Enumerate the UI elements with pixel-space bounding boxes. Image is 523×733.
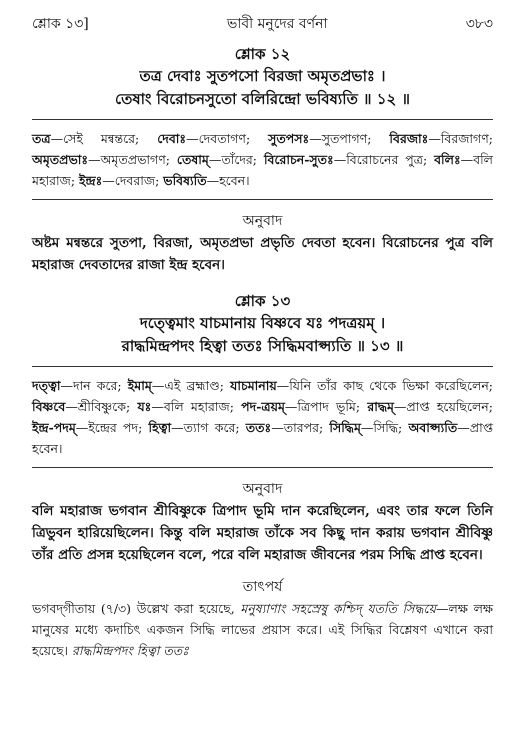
synonym-dash: — xyxy=(457,420,470,435)
synonym-meaning: তারপর; xyxy=(283,420,324,435)
synonym-meaning: ত্রিপাদ ভূমি; xyxy=(297,399,361,414)
synonym-word: তত্র xyxy=(32,131,51,146)
synonym-meaning: বিরোচনের পুত্র; xyxy=(346,152,428,167)
synonym-meaning: ইন্দ্রের পদ; xyxy=(88,420,143,435)
verse-13-synonyms xyxy=(32,375,493,459)
synonym-meaning: দেবতাগণ; xyxy=(198,131,251,146)
synonym-word: দত্ত্বা xyxy=(32,378,61,393)
synonym-word: দেবাঃ xyxy=(157,131,187,146)
divider xyxy=(32,199,493,200)
purport-text xyxy=(32,598,493,661)
verse-13-line-2: রাদ্ধমিন্দ্রপদং হিত্বা ততঃ সিদ্ধিমবাপ্স্যতি ॥ ১৩ ॥ xyxy=(121,337,404,355)
synonym-meaning: সিদ্ধি; xyxy=(373,420,403,435)
synonym-dash: — xyxy=(271,420,284,435)
header-chapter-title: ভাবী মনুদের বর্ণনা xyxy=(226,16,328,32)
synonym-word: যাচমানায় xyxy=(230,378,277,393)
synonym-dash: — xyxy=(284,399,298,414)
synonym-word: বিষ্ণবে xyxy=(32,399,66,414)
synonym-word: যঃ xyxy=(137,399,152,414)
synonym-dash: — xyxy=(460,152,474,167)
synonym-dash: — xyxy=(151,399,164,414)
verse-12-synonyms xyxy=(32,128,493,191)
synonym-word: বিরোচন-সুতঃ xyxy=(263,152,334,167)
synonym-dash: — xyxy=(208,152,222,167)
verse-12-line-1: তত্র দেবাঃ সুতপসো বিরজা অমৃতপ্রভাঃ । xyxy=(139,67,386,85)
synonym-word: তেষাম্ xyxy=(176,152,209,167)
synonym-dash: — xyxy=(50,131,64,146)
synonym-dash: — xyxy=(309,131,322,146)
synonym-dash: — xyxy=(276,378,290,393)
synonym-meaning: প্রাপ্ত হবেন। xyxy=(32,420,493,456)
synonym-dash: — xyxy=(75,420,89,435)
header-verse-ref: শ্লোক ১৩] xyxy=(32,16,89,32)
synonym-word: সিদ্ধিম্ xyxy=(329,420,361,435)
synonym-word: বলিঃ xyxy=(434,152,461,167)
verse-12-translation-heading: অনুবাদ xyxy=(242,213,283,229)
running-header xyxy=(32,12,493,34)
synonym-meaning: এই ব্রহ্মাণ্ড; xyxy=(164,378,224,393)
synonym-word: ইন্দ্র-পদম্ xyxy=(32,420,76,435)
synonym-dash: — xyxy=(428,131,441,146)
synonym-dash: — xyxy=(102,173,115,188)
synonym-dash: — xyxy=(360,420,374,435)
synonym-dash: — xyxy=(186,131,199,146)
verse-12-line-2: তেষাং বিরোচনসুতো বলিরিন্দ্রো ভবিষ্যতি ॥ ১২ ॥ xyxy=(115,90,410,108)
divider xyxy=(32,366,493,367)
synonym-dash: — xyxy=(171,420,184,435)
synonym-word: ভবিষ্যতি xyxy=(163,173,207,188)
synonym-dash: — xyxy=(60,378,73,393)
synonym-meaning: হবেন। xyxy=(219,173,250,188)
purport-quote-2: রাদ্ধমিন্দ্রপদং হিত্বা ততঃ xyxy=(72,643,189,658)
synonym-meaning: দেবরাজ; xyxy=(114,173,160,188)
purport-quote-1: মনুষ্যাণাং সহস্রেষু কশ্চিদ্ যততি সিদ্ধয়ে xyxy=(240,601,436,616)
synonym-dash: — xyxy=(151,378,165,393)
verse-12-heading: শ্লোক ১২ xyxy=(234,45,291,63)
synonym-word: সুতপসঃ xyxy=(268,131,310,146)
synonym-dash: — xyxy=(65,399,78,414)
synonym-meaning: শ্রীবিষ্ণুকে; xyxy=(77,399,131,414)
synonym-word: ততঃ xyxy=(245,420,272,435)
verse-12-translation: অষ্টম মন্বন্তরে সুতপা, বিরজা, অমৃতপ্রভা প্রভৃতি দেবতা হবেন। বিরোচনের পুত্র বলি মহারাজ দেবতাদের রাজা ইন্দ্র হবেন। xyxy=(32,235,493,273)
synonym-dash: — xyxy=(333,152,347,167)
synonym-dash: — xyxy=(206,173,220,188)
divider xyxy=(32,467,493,468)
synonym-meaning: সুতপাগণ; xyxy=(321,131,372,146)
verse-13-heading: শ্লোক ১৩ xyxy=(234,292,291,310)
synonym-meaning: প্রাপ্ত হয়েছিলেন; xyxy=(406,399,493,414)
synonym-meaning: বলি মহারাজ; xyxy=(163,399,234,414)
synonym-meaning: বিরজাগণ; xyxy=(440,131,493,146)
synonym-dash: — xyxy=(88,152,101,167)
synonym-word: হিত্বা xyxy=(148,420,172,435)
synonym-meaning: বলি মহারাজ; xyxy=(32,152,493,188)
synonym-meaning: তাঁদের; xyxy=(221,152,258,167)
header-page-number: ৩৮৩ xyxy=(465,16,493,32)
verse-13-line-1: দত্ত্বেমাং যাচমানায় বিষ্ণবে যঃ পদত্রয়ম্ । xyxy=(139,314,386,332)
synonym-word: বিরজাঃ xyxy=(389,131,429,146)
synonym-word: অমৃতপ্রভাঃ xyxy=(32,152,89,167)
synonym-word: ইন্দ্রঃ xyxy=(79,173,103,188)
synonym-word: ইমাম্ xyxy=(127,378,152,393)
synonym-word: রাদ্ধম্ xyxy=(367,399,394,414)
synonym-meaning: সেই মন্বন্তরে; xyxy=(63,131,140,146)
synonym-word: অবাপ্স্যতি xyxy=(408,420,458,435)
purport-part-1: ভগবদ্‌গীতায় (৭/৩) উল্লেখ করা হয়েছে, xyxy=(32,601,235,616)
verse-13-translation-heading: অনুবাদ xyxy=(242,481,283,497)
divider xyxy=(32,119,493,120)
purport-part-2: —লক্ষ লক্ষ মানুষের মধ্যে কদাচিৎ একজন সিদ্ধি লাভের প্রয়াস করে। এই সিদ্ধির বিশ্লেষণ এখানে করা হয়েছে। xyxy=(32,601,494,658)
synonym-word: পদ-ত্রয়ম্ xyxy=(241,399,285,414)
synonym-meaning: অমৃতপ্রভাগণ; xyxy=(100,152,170,167)
synonym-meaning: ত্যাগ করে; xyxy=(183,420,240,435)
purport-heading: তাৎপর্য xyxy=(242,579,283,595)
synonym-meaning: যিনি তাঁর কাছ থেকে ভিক্ষা করেছিলেন; xyxy=(289,378,493,393)
verse-13-translation: বলি মহারাজ ভগবান শ্রীবিষ্ণুকে ত্রিপাদ ভূমি দান করেছিলেন, এবং তার ফলে তিনি ত্রিভুবন হারিয়েছিলেন। কিন্তু বলি মহারাজ তাঁকে সব কিছু দান করায় ভগবান শ্রীবিষ্ণু তাঁর প্রতি প্রসন্ন হয়েছিলেন বলে, পরে বলি মহারাজ জীবনের পরম সিদ্ধি প্রাপ্ত হবেন। xyxy=(32,503,493,563)
synonym-meaning: দান করে; xyxy=(72,378,122,393)
synonym-dash: — xyxy=(393,399,407,414)
